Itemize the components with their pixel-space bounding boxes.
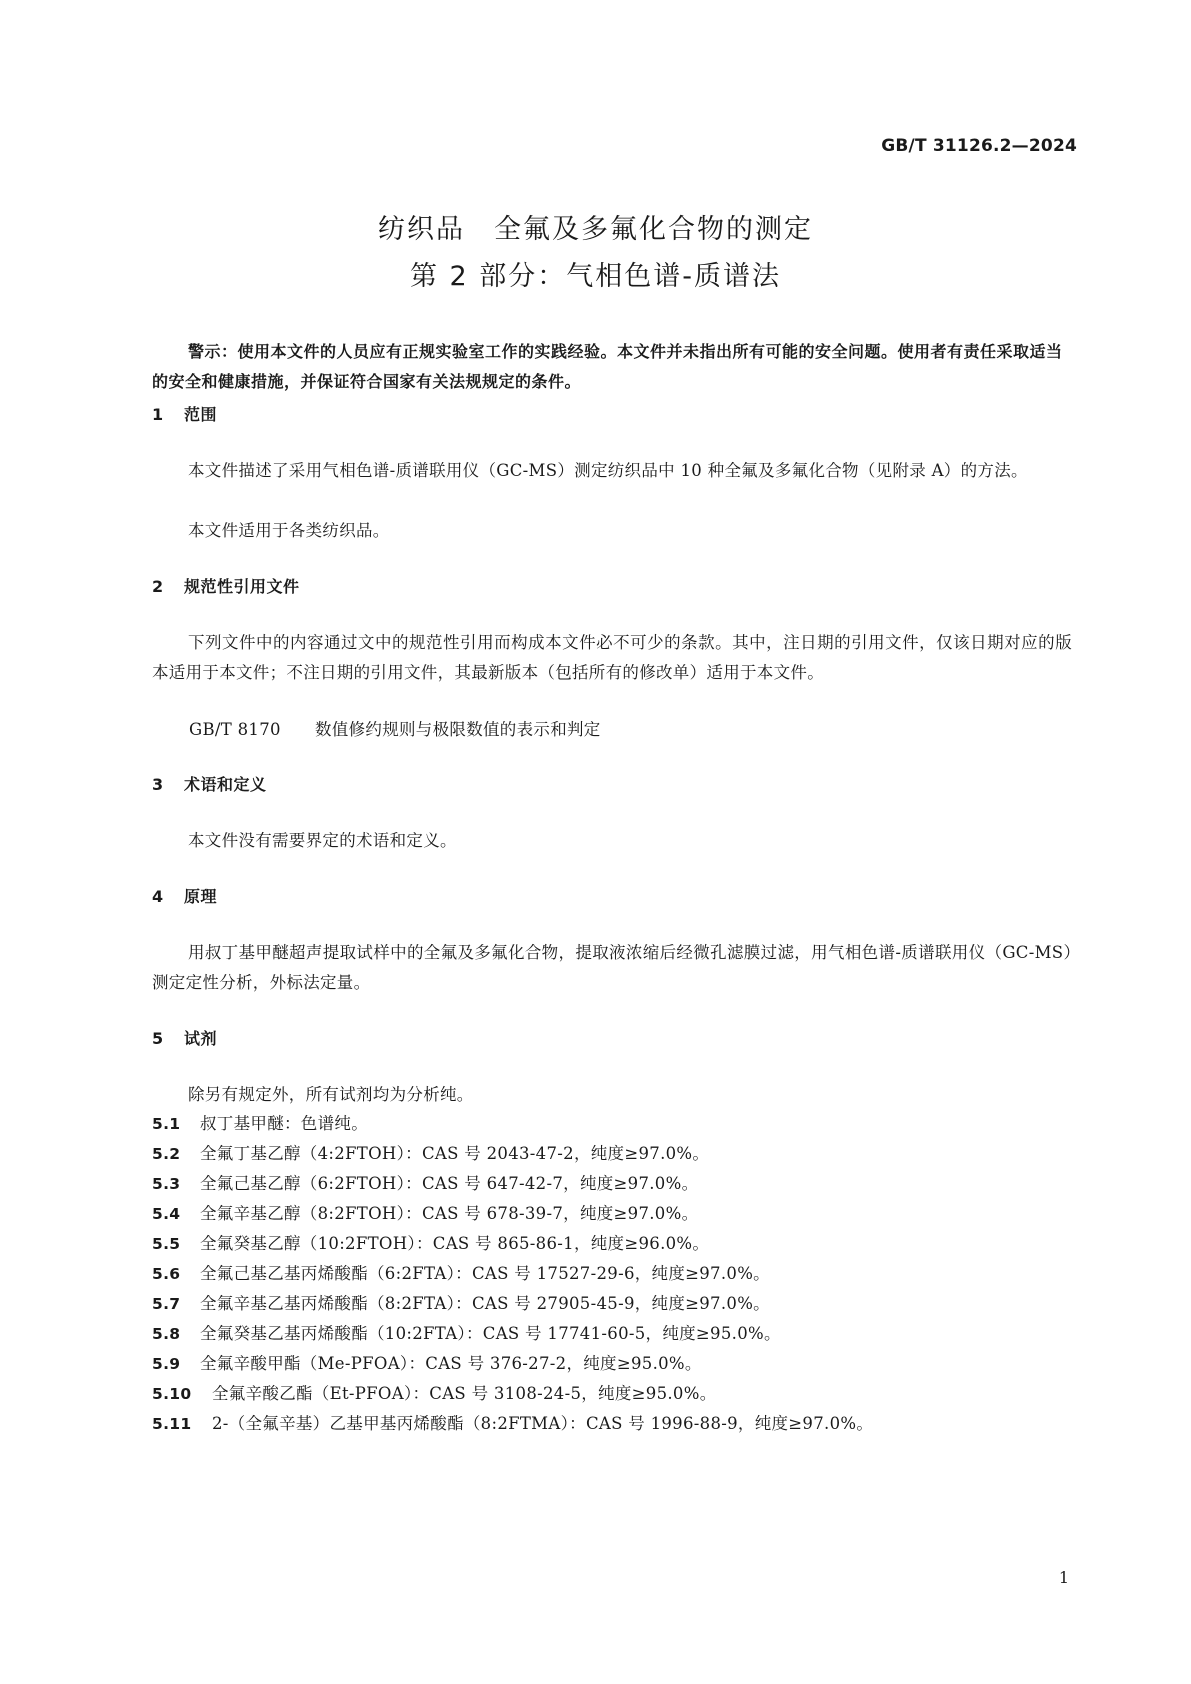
clause-number: 5.9 bbox=[152, 1355, 181, 1373]
clause-number: 5.8 bbox=[152, 1325, 181, 1343]
section-title: 规范性引用文件 bbox=[184, 577, 300, 596]
clause-text: 2-（全氟辛基）乙基甲基丙烯酸酯（8:2FTMA）：CAS 号 1996-88-9，纯度≥97.0%。 bbox=[212, 1414, 874, 1433]
reference-entry bbox=[189, 716, 601, 740]
clause-text: 全氟癸基乙基丙烯酸酯（10:2FTA）：CAS 号 17741-60-5，纯度≥95.0%。 bbox=[200, 1324, 781, 1343]
clause-number: 5.5 bbox=[152, 1235, 181, 1253]
section-heading-terms bbox=[152, 772, 267, 795]
clause-number: 5.2 bbox=[152, 1145, 181, 1163]
section-number: 4 bbox=[152, 887, 164, 906]
clause-number: 5.1 bbox=[152, 1115, 181, 1133]
section-number: 1 bbox=[152, 405, 164, 424]
reagent-item bbox=[152, 1290, 770, 1314]
reagent-item bbox=[152, 1230, 709, 1254]
clause-number: 5.10 bbox=[152, 1385, 192, 1403]
reagent-item bbox=[152, 1200, 698, 1224]
section-title: 术语和定义 bbox=[184, 775, 267, 794]
standard-code: GB/T 31126.2—2024 bbox=[881, 136, 1077, 156]
section-number: 5 bbox=[152, 1029, 164, 1048]
clause-text: 全氟癸基乙醇（10:2FTOH）：CAS 号 865-86-1，纯度≥96.0%。 bbox=[200, 1234, 710, 1253]
section-heading-scope bbox=[152, 402, 217, 425]
reagent-item bbox=[152, 1350, 702, 1374]
references-paragraph: 下列文件中的内容通过文中的规范性引用而构成本文件必不可少的条款。其中，注日期的引用文件，仅该日期对应的版本适用于本文件；不注日期的引用文件，其最新版本（包括所有的修改单）适用于本文件。 bbox=[152, 633, 1072, 682]
section-heading-principle bbox=[152, 884, 217, 907]
clause-text: 全氟己基乙基丙烯酸酯（6:2FTA）：CAS 号 17527-29-6，纯度≥97.0%。 bbox=[200, 1264, 770, 1283]
section-title: 原理 bbox=[184, 887, 218, 906]
document-title: 纺织品 全氟及多氟化合物的测定 bbox=[378, 214, 813, 245]
clause-text: 全氟己基乙醇（6:2FTOH）：CAS 号 647-42-7，纯度≥97.0%。 bbox=[200, 1174, 699, 1193]
reference-title: 数值修约规则与极限数值的表示和判定 bbox=[315, 720, 601, 739]
principle-paragraph: 用叔丁基甲醚超声提取试样中的全氟及多氟化合物，提取液浓缩后经微孔滤膜过滤，用气相色谱-质谱联用仪（GC-MS）测定定性分析，外标法定量。 bbox=[152, 943, 1072, 992]
page-number: 1 bbox=[1058, 1568, 1069, 1587]
document-subtitle: 第 2 部分：气相色谱-质谱法 bbox=[409, 261, 782, 292]
reagent-item bbox=[152, 1410, 873, 1434]
clause-text: 全氟辛酸乙酯（Et-PFOA）：CAS 号 3108-24-5，纯度≥95.0%。 bbox=[212, 1384, 717, 1403]
scope-paragraph-2: 本文件适用于各类纺织品。 bbox=[188, 521, 390, 540]
clause-text: 叔丁基甲醚：色谱纯。 bbox=[200, 1114, 368, 1133]
reagent-item bbox=[152, 1320, 781, 1344]
clause-number: 5.7 bbox=[152, 1295, 181, 1313]
reagent-item bbox=[152, 1170, 698, 1194]
section-heading-reagents bbox=[152, 1026, 217, 1049]
reagents-intro: 除另有规定外，所有试剂均为分析纯。 bbox=[188, 1085, 474, 1104]
section-number: 2 bbox=[152, 577, 164, 596]
clause-text: 全氟辛酸甲酯（Me-PFOA）：CAS 号 376-27-2，纯度≥95.0%。 bbox=[200, 1354, 702, 1373]
clause-number: 5.11 bbox=[152, 1415, 192, 1433]
scope-paragraph-1: 本文件描述了采用气相色谱-质谱联用仪（GC-MS）测定纺织品中 10 种全氟及多氟化合物（见附录 A）的方法。 bbox=[188, 461, 1028, 480]
reagent-item bbox=[152, 1260, 770, 1284]
terms-paragraph: 本文件没有需要界定的术语和定义。 bbox=[188, 831, 457, 850]
clause-number: 5.4 bbox=[152, 1205, 181, 1223]
reagent-item bbox=[152, 1110, 368, 1134]
clause-number: 5.6 bbox=[152, 1265, 181, 1283]
section-heading-normative-references bbox=[152, 574, 300, 597]
reagent-item bbox=[152, 1140, 709, 1164]
reference-code: GB/T 8170 bbox=[189, 720, 281, 739]
reagent-item bbox=[152, 1380, 717, 1404]
section-number: 3 bbox=[152, 775, 164, 794]
clause-text: 全氟丁基乙醇（4:2FTOH）：CAS 号 2043-47-2，纯度≥97.0%。 bbox=[200, 1144, 710, 1163]
clause-text: 全氟辛基乙基丙烯酸酯（8:2FTA）：CAS 号 27905-45-9，纯度≥97.0%。 bbox=[200, 1294, 770, 1313]
warning-notice: 警示：使用本文件的人员应有正规实验室工作的实践经验。本文件并未指出所有可能的安全问题。使用者有责任采取适当的安全和健康措施，并保证符合国家有关法规规定的条件。 bbox=[152, 342, 1063, 391]
section-title: 试剂 bbox=[184, 1029, 218, 1048]
section-title: 范围 bbox=[184, 405, 218, 424]
clause-number: 5.3 bbox=[152, 1175, 181, 1193]
clause-text: 全氟辛基乙醇（8:2FTOH）：CAS 号 678-39-7，纯度≥97.0%。 bbox=[200, 1204, 699, 1223]
